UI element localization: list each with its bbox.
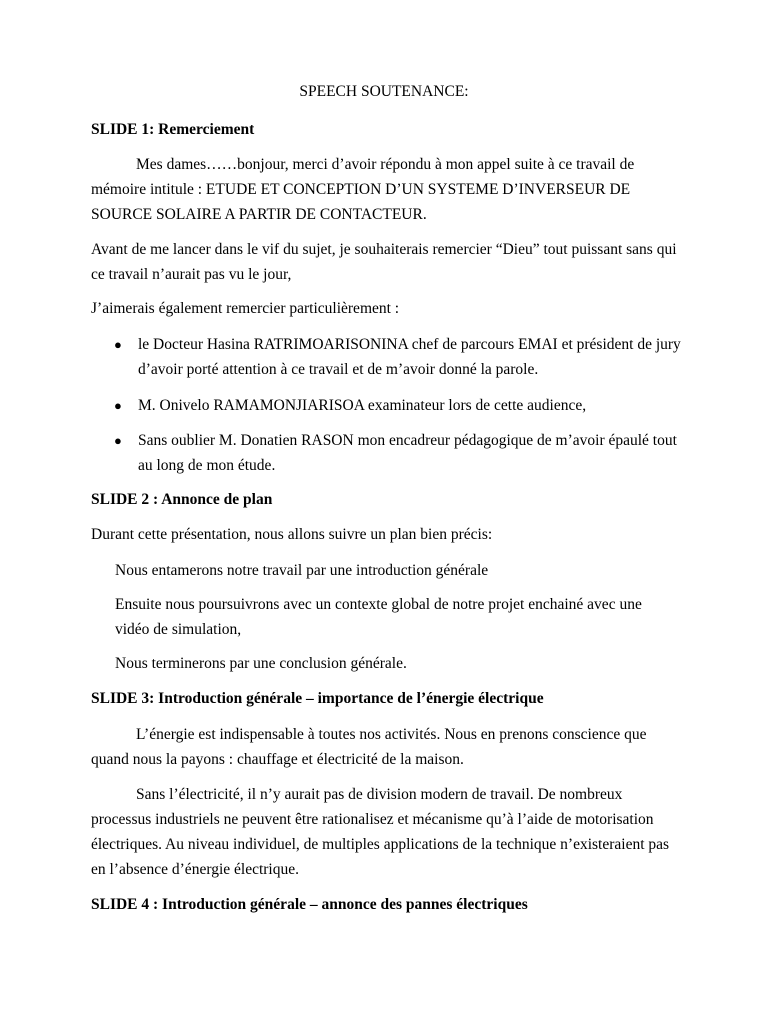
bullet-marker: ● <box>114 337 122 352</box>
bullet-item-3: Sans oublier M. Donatien RASON mon encadreur pédagogique de m’avoir épaulé tout au long de mon étude. <box>138 432 677 474</box>
slide3-heading: SLIDE 3: Introduction générale – importance de l’énergie électrique <box>91 690 544 707</box>
bullet-item-2: M. Onivelo RAMAMONJIARISOA examinateur lors de cette audience, <box>138 397 587 414</box>
bullet-item-1: le Docteur Hasina RATRIMOARISONINA chef de parcours EMAI et président de jury d’avoir porté attention à ce travail et de m’avoir donné la parole. <box>138 336 681 378</box>
slide1-paragraph-3: J’aimerais également remercier particulièrement : <box>91 300 400 317</box>
slide4-heading: SLIDE 4 : Introduction générale – annonce des pannes électriques <box>91 896 528 913</box>
plan-item-3: Nous terminerons par une conclusion générale. <box>115 655 407 672</box>
plan-item-1: Nous entamerons notre travail par une introduction générale <box>115 562 489 579</box>
plan-item-2: Ensuite nous poursuivrons avec un contexte global de notre projet enchainé avec une vidéo de simulation, <box>115 596 642 638</box>
slide3-paragraph-1: L’énergie est indispensable à toutes nos activités. Nous en prenons conscience que quand nous la payons : chauffage et électricité de la maison. <box>91 726 647 768</box>
slide2-paragraph-1: Durant cette présentation, nous allons suivre un plan bien précis: <box>91 526 493 543</box>
slide1-paragraph-1: Mes dames……bonjour, merci d’avoir répondu à mon appel suite à ce travail de mémoire intitule : ETUDE ET CONCEPTION D’UN SYSTEME D’INVERSEUR DE SOURCE SOLAIRE A PARTIR DE CONTACTEUR. <box>91 156 635 223</box>
bullet-marker: ● <box>114 398 122 413</box>
slide3-paragraph-2: Sans l’électricité, il n’y aurait pas de division modern de travail. De nombreux processus industriels ne peuvent être rationalisez et mécanisme qu’à l’aide de motorisation électriques. Au niveau individuel, de multiples applications de la technique n’existeraient pas en l’absence d’énergie électrique. <box>91 786 670 878</box>
slide1-heading: SLIDE 1: Remerciement <box>91 121 255 138</box>
document-title: SPEECH SOUTENANCE: <box>299 83 469 100</box>
slide2-heading: SLIDE 2 : Annonce de plan <box>91 491 273 508</box>
slide1-paragraph-2: Avant de me lancer dans le vif du sujet, je souhaiterais remercier “Dieu” tout puissant sans qui ce travail n’aurait pas vu le jour, <box>91 241 677 283</box>
bullet-marker: ● <box>114 433 122 448</box>
